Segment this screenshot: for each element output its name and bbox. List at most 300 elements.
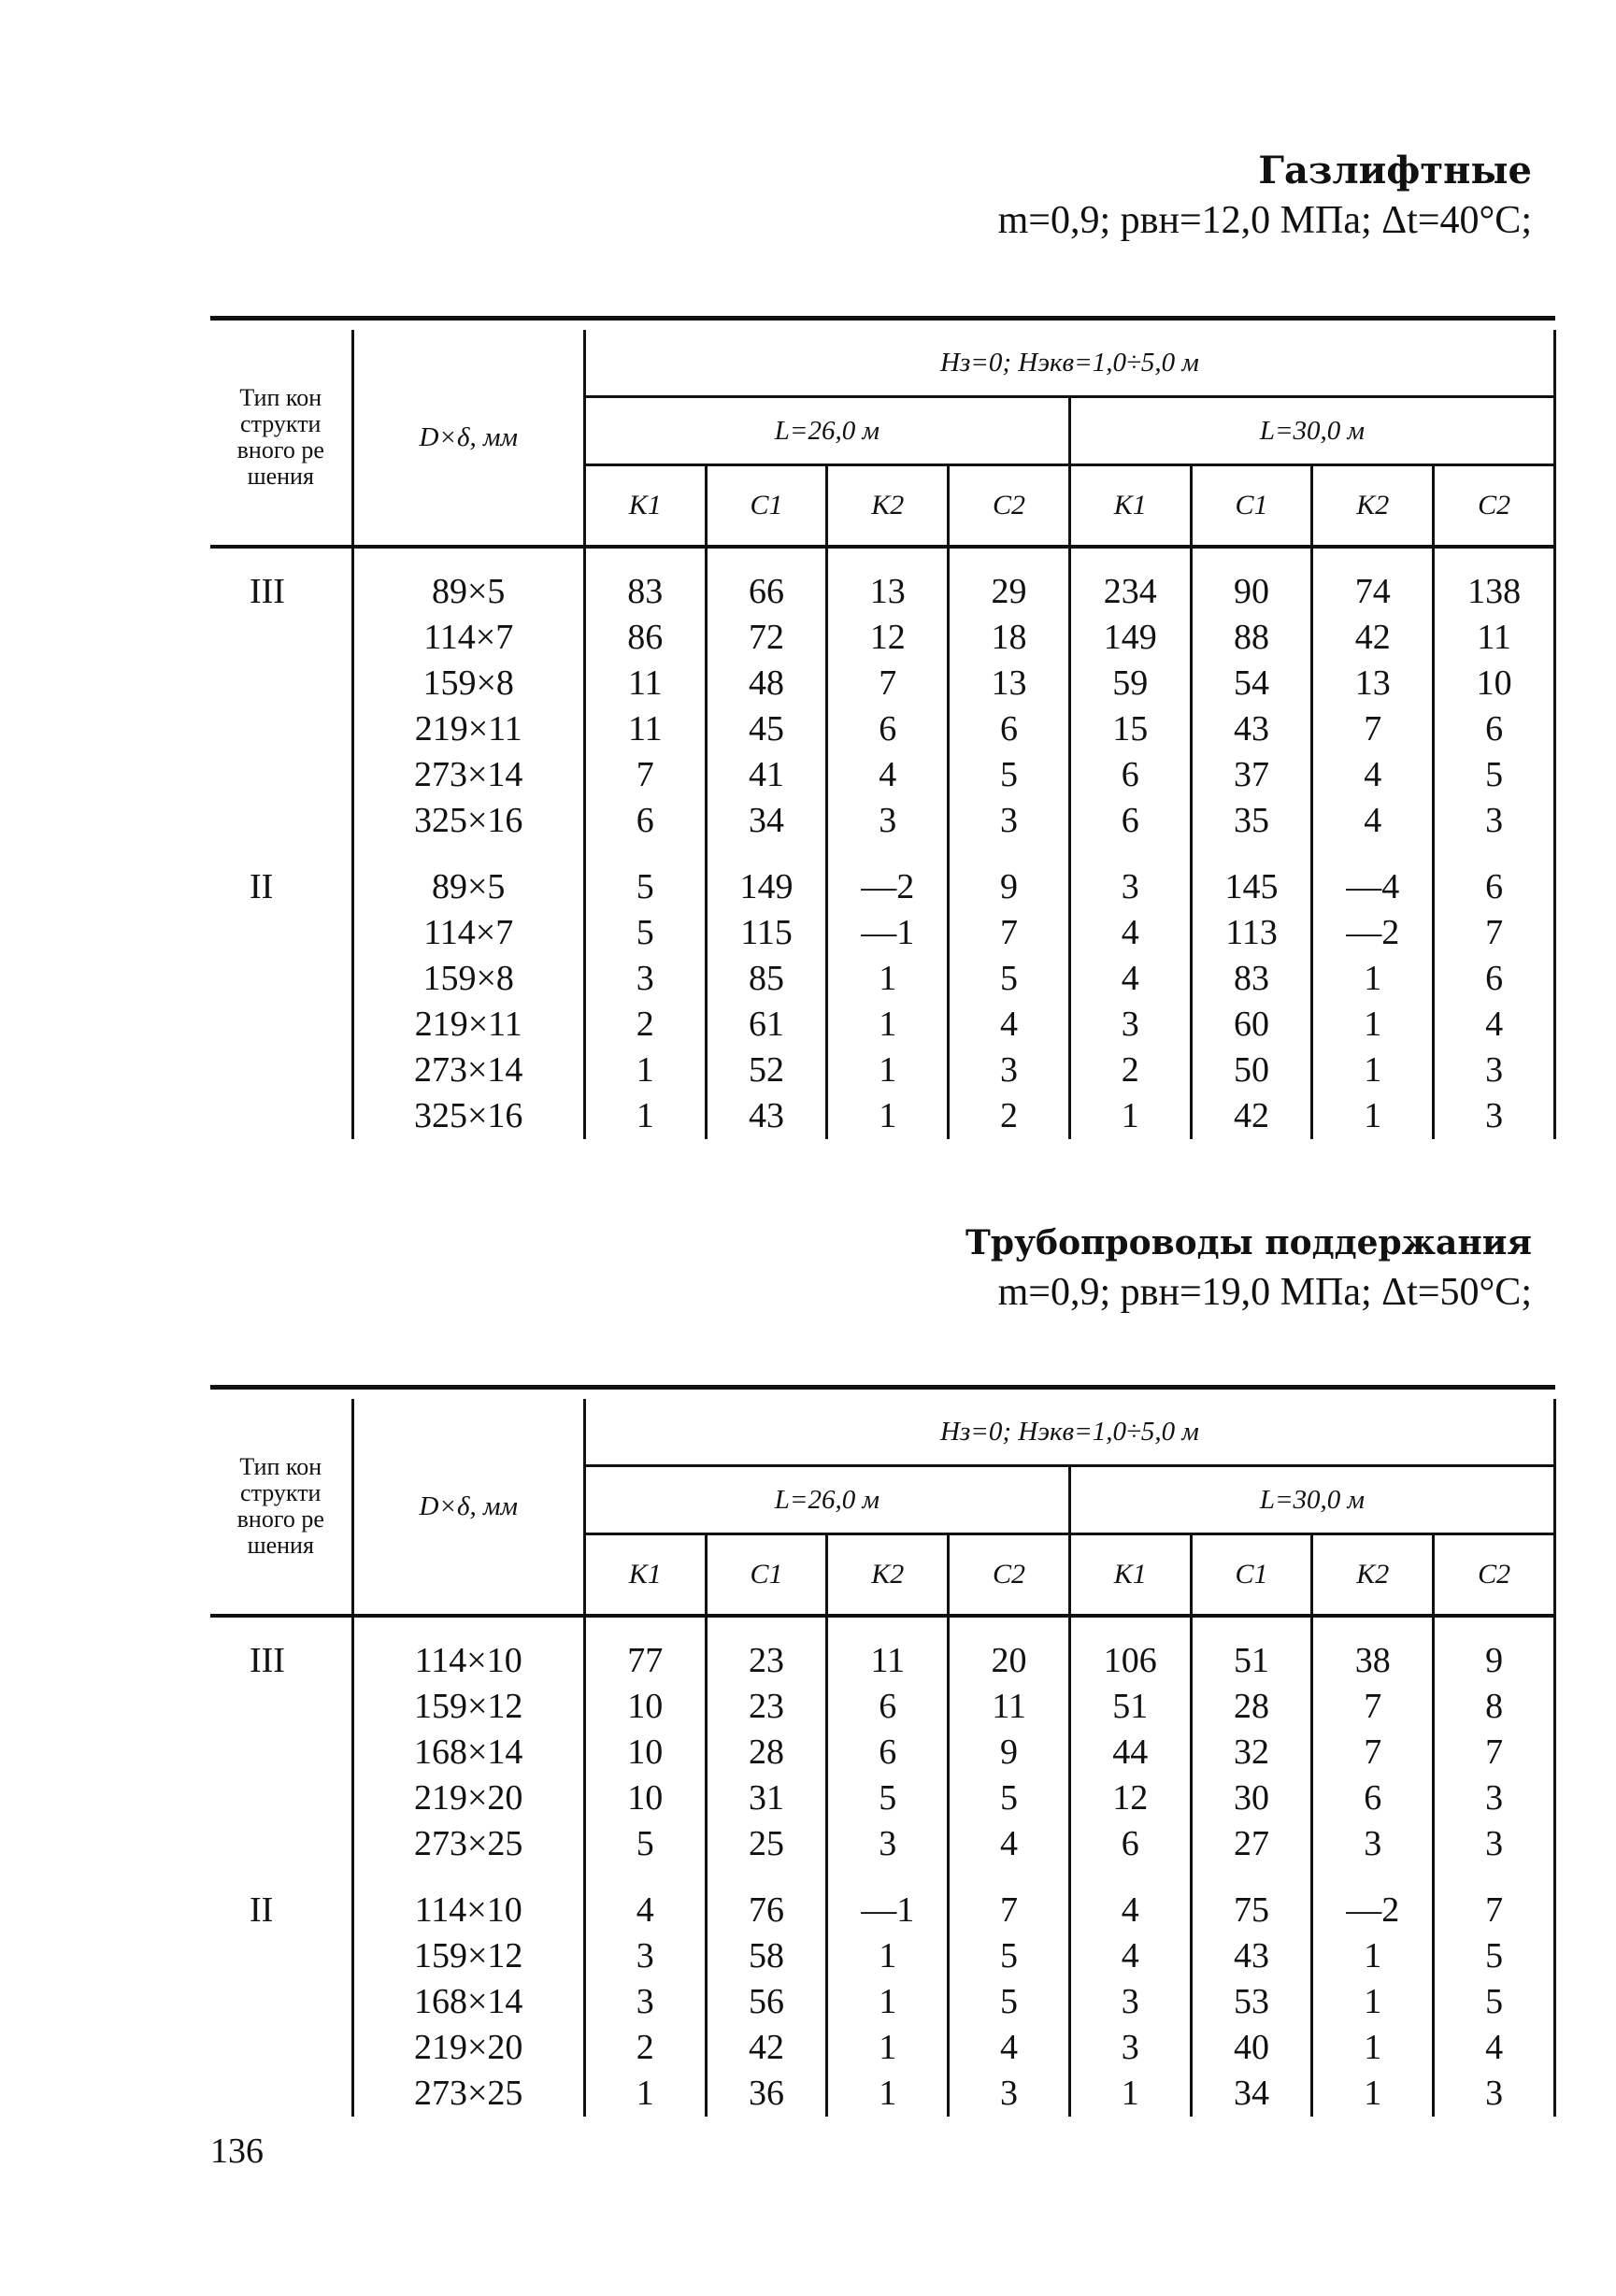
cell-value: 32 (1234, 1733, 1270, 1772)
l1-header (584, 1466, 1069, 1534)
cell-value: 5 (1000, 1982, 1019, 2021)
cell-value: 90 (1234, 572, 1270, 611)
cell-value: 7 (879, 663, 897, 703)
value-cell (1191, 1093, 1312, 1139)
diameter-value: 159×8 (422, 959, 514, 998)
value-cell (949, 2071, 1070, 2117)
cell-value: 28 (749, 1733, 785, 1772)
l1-label: L=26,0 м (774, 1484, 880, 1515)
value-cell (706, 1093, 827, 1139)
cell-value: 11 (627, 663, 663, 703)
value-cell (1191, 1888, 1312, 1933)
cell-value: 6 (1485, 867, 1504, 906)
diameter-cell (352, 1048, 584, 1093)
cell-value: 3 (1000, 801, 1019, 840)
diameter-value: 219×11 (414, 709, 522, 749)
cell-value: 1 (879, 1050, 897, 1090)
cell-value: 42 (749, 2028, 785, 2067)
diameter-cell (352, 569, 584, 615)
value-cell (1434, 1684, 1555, 1730)
value-cell (706, 2025, 827, 2071)
value-cell (1312, 1002, 1434, 1048)
cell-value: 4 (1364, 801, 1382, 840)
col-header-6 (1312, 1534, 1434, 1617)
diameter-cell (352, 752, 584, 798)
value-cell (706, 1821, 827, 1867)
value-cell (706, 864, 827, 910)
diameter-value: 273×25 (414, 2074, 523, 2113)
value-cell (1312, 615, 1434, 661)
cell-value: 7 (1485, 1733, 1504, 1772)
cell-value: 6 (636, 801, 654, 840)
table-row (210, 2025, 1555, 2071)
diameter-cell (352, 2071, 584, 2117)
cell-value: 34 (1234, 2074, 1270, 2113)
value-cell (1069, 1933, 1191, 1979)
cell-value: 13 (1354, 663, 1391, 703)
value-cell (827, 1638, 949, 1684)
value-cell (1069, 569, 1191, 615)
value-cell (1434, 752, 1555, 798)
value-cell (706, 1979, 827, 2025)
cell-value: 36 (749, 2074, 785, 2113)
table-row (210, 864, 1555, 910)
col-header-label: C1 (750, 490, 783, 521)
value-cell (1434, 661, 1555, 706)
value-cell (1434, 798, 1555, 844)
cell-value: 1 (879, 1096, 897, 1135)
value-cell (1191, 706, 1312, 752)
cell-value: 5 (879, 1778, 897, 1818)
table-row (210, 1638, 1555, 1684)
col-header-7 (1434, 465, 1555, 548)
section2-heading (965, 1219, 1532, 1319)
section1-table (210, 316, 1556, 1139)
table-row (210, 706, 1555, 752)
value-cell (706, 1730, 827, 1775)
diameter-value: 219×20 (414, 2028, 523, 2067)
value-cell (827, 956, 949, 1002)
diameter-cell (352, 615, 584, 661)
value-cell (584, 1730, 706, 1775)
value-cell (1069, 1730, 1191, 1775)
value-cell (584, 1888, 706, 1933)
value-cell (1069, 1093, 1191, 1139)
value-cell (1434, 2025, 1555, 2071)
diameter-value: 159×8 (422, 663, 514, 703)
col-header-label: C1 (1235, 490, 1268, 521)
cell-value: 11 (870, 1641, 906, 1680)
cell-value: 42 (1354, 618, 1391, 657)
value-cell (1069, 910, 1191, 956)
value-cell (1312, 956, 1434, 1002)
value-cell (1069, 661, 1191, 706)
cell-value: 44 (1112, 1733, 1149, 1772)
col-header-label: C2 (1478, 1559, 1511, 1590)
diameter-cell (352, 1821, 584, 1867)
cell-value: 1 (1121, 1096, 1139, 1135)
value-cell (1069, 2025, 1191, 2071)
col-header-label: K2 (871, 1559, 905, 1590)
cell-value: 10 (627, 1733, 664, 1772)
cell-value: 6 (1364, 1778, 1382, 1818)
table-row (210, 1093, 1555, 1139)
cell-value: 3 (636, 1982, 654, 2021)
cell-value: 11 (627, 709, 663, 749)
table-row (210, 1002, 1555, 1048)
value-cell (1434, 864, 1555, 910)
value-cell (584, 798, 706, 844)
value-cell (827, 1730, 949, 1775)
cell-value: 88 (1234, 618, 1270, 657)
type-column-label: Тип конструктивного решения (236, 1453, 324, 1559)
value-cell (584, 569, 706, 615)
diameter-value: 89×5 (432, 867, 506, 906)
cell-value: 1 (879, 959, 897, 998)
cell-value: 5 (1485, 755, 1504, 794)
value-cell (1069, 1684, 1191, 1730)
value-cell (827, 1888, 949, 1933)
value-cell (706, 1684, 827, 1730)
cell-value: —2 (861, 867, 915, 906)
cell-value: 6 (1485, 709, 1504, 749)
value-cell (1434, 1979, 1555, 2025)
value-cell (949, 615, 1070, 661)
value-cell (1312, 1775, 1434, 1821)
value-cell (1191, 1638, 1312, 1684)
cell-value: 234 (1103, 572, 1157, 611)
value-cell (1069, 2071, 1191, 2117)
value-cell (827, 864, 949, 910)
cell-value: 27 (1234, 1824, 1270, 1863)
value-cell (827, 752, 949, 798)
col-header-label: C2 (1478, 490, 1511, 521)
cell-value: 3 (636, 959, 654, 998)
col-header-label: C2 (993, 1559, 1026, 1590)
cell-value: 113 (1225, 913, 1278, 952)
cell-value: 7 (636, 755, 654, 794)
diameter-value: 273×25 (414, 1824, 523, 1863)
diameter-cell (352, 1684, 584, 1730)
cell-value: 1 (879, 1005, 897, 1044)
cell-value: 66 (749, 572, 785, 611)
value-cell (584, 864, 706, 910)
value-cell (1434, 1093, 1555, 1139)
type-column-header (210, 330, 352, 547)
section1-title: Газлифтные (1258, 149, 1532, 193)
value-cell (1069, 1979, 1191, 2025)
col-header-label: K1 (1113, 1559, 1147, 1590)
cell-value: 4 (1364, 755, 1382, 794)
value-cell (1312, 1730, 1434, 1775)
cell-value: —2 (1346, 1890, 1400, 1930)
value-cell (827, 1775, 949, 1821)
cell-value: 3 (879, 1824, 897, 1863)
cell-value: 2 (1121, 1050, 1139, 1090)
value-cell (949, 2025, 1070, 2071)
value-cell (584, 1638, 706, 1684)
diameter-column-label: D×δ, мм (419, 421, 518, 452)
value-cell (1312, 569, 1434, 615)
cell-value: 76 (749, 1890, 785, 1930)
table-row (210, 910, 1555, 956)
cell-value: 50 (1234, 1050, 1270, 1090)
value-cell (827, 1933, 949, 1979)
cell-value: 5 (1000, 1936, 1019, 1975)
cell-value: 31 (749, 1778, 785, 1818)
col-header-label: K2 (871, 490, 905, 521)
value-cell (1312, 1888, 1434, 1933)
col-header-5 (1191, 465, 1312, 548)
cell-value: 1 (1121, 2074, 1139, 2113)
cell-value: 3 (1485, 1824, 1504, 1863)
cell-value: 7 (1364, 1733, 1382, 1772)
cell-value: 6 (1121, 755, 1139, 794)
value-cell (706, 1002, 827, 1048)
value-cell (1191, 2025, 1312, 2071)
col-header-1 (706, 465, 827, 548)
diameter-value: 168×14 (414, 1982, 523, 2021)
cell-value: 1 (1364, 1096, 1382, 1135)
value-cell (584, 706, 706, 752)
value-cell (949, 752, 1070, 798)
cell-value: 1 (879, 1936, 897, 1975)
value-cell (584, 1093, 706, 1139)
cell-value: —1 (861, 913, 915, 952)
value-cell (1191, 752, 1312, 798)
cell-value: 1 (1364, 1936, 1382, 1975)
section2-params: m=0,9; pвн=19,0 МПа; Δt=50°C; (997, 1271, 1532, 1314)
value-cell (1312, 706, 1434, 752)
value-cell (1434, 1002, 1555, 1048)
value-cell (1312, 2025, 1434, 2071)
value-cell (949, 1684, 1070, 1730)
cell-value: 8 (1485, 1687, 1504, 1726)
cell-value: 4 (1485, 1005, 1504, 1044)
cell-value: 11 (992, 1687, 1026, 1726)
cell-value: 41 (749, 755, 785, 794)
diameter-column-header (352, 330, 584, 547)
table-row (210, 569, 1555, 615)
value-cell (1069, 956, 1191, 1002)
table-row (210, 1888, 1555, 1933)
cell-value: 4 (1485, 2028, 1504, 2067)
col-header-3 (949, 465, 1070, 548)
col-header-6 (1312, 465, 1434, 548)
cell-value: 12 (1112, 1778, 1149, 1818)
value-cell (827, 1821, 949, 1867)
l2-label: L=30,0 м (1259, 415, 1366, 446)
cell-value: 83 (1234, 959, 1270, 998)
cell-value: 1 (1364, 1982, 1382, 2021)
cell-value: 4 (1121, 959, 1139, 998)
cell-value: 106 (1103, 1641, 1157, 1680)
value-cell (1191, 569, 1312, 615)
cell-value: 43 (1234, 1936, 1270, 1975)
value-cell (949, 956, 1070, 1002)
table-row (210, 2071, 1555, 2117)
value-cell (949, 569, 1070, 615)
cell-value: —2 (1346, 913, 1400, 952)
value-cell (1312, 1093, 1434, 1139)
value-cell (1434, 2071, 1555, 2117)
diameter-cell (352, 2025, 584, 2071)
cell-value: 4 (1000, 1005, 1019, 1044)
cell-value: 4 (879, 755, 897, 794)
h-condition-label: Нз=0; Нэкв=1,0÷5,0 м (940, 347, 1199, 378)
diameter-cell (352, 1093, 584, 1139)
type-cell (210, 864, 352, 1139)
section1-heading (998, 148, 1532, 247)
diameter-value: 114×7 (423, 913, 514, 952)
cell-value: 3 (1364, 1824, 1382, 1863)
diameter-cell (352, 661, 584, 706)
cell-value: 5 (1485, 1936, 1504, 1975)
diameter-value: 114×10 (414, 1641, 522, 1680)
value-cell (827, 910, 949, 956)
cell-value: 1 (1364, 1050, 1382, 1090)
diameter-cell (352, 1933, 584, 1979)
cell-value: 18 (991, 618, 1027, 657)
cell-value: 75 (1234, 1890, 1270, 1930)
diameter-column-header (352, 1399, 584, 1616)
value-cell (1069, 706, 1191, 752)
value-cell (1434, 956, 1555, 1002)
table-row (210, 752, 1555, 798)
diameter-cell (352, 1775, 584, 1821)
cell-value: 3 (879, 801, 897, 840)
cell-value: 1 (879, 1982, 897, 2021)
cell-value: 28 (1234, 1687, 1270, 1726)
diameter-value: 273×14 (414, 1050, 523, 1090)
cell-value: 30 (1234, 1778, 1270, 1818)
value-cell (1069, 1048, 1191, 1093)
cell-value: 5 (1485, 1982, 1504, 2021)
cell-value: 13 (869, 572, 906, 611)
col-header-2 (827, 465, 949, 548)
page-number: 136 (210, 2132, 264, 2171)
value-cell (949, 1093, 1070, 1139)
cell-value: 59 (1112, 663, 1149, 703)
diameter-value: 159×12 (414, 1936, 523, 1975)
value-cell (1191, 1979, 1312, 2025)
cell-value: 1 (636, 1096, 654, 1135)
value-cell (1191, 2071, 1312, 2117)
value-cell (584, 752, 706, 798)
table-row (210, 1730, 1555, 1775)
type-label: III (250, 572, 285, 611)
value-cell (827, 1048, 949, 1093)
value-cell (584, 1048, 706, 1093)
cell-value: 3 (1121, 1005, 1139, 1044)
diameter-cell (352, 1979, 584, 2025)
value-cell (706, 1933, 827, 1979)
type-cell (210, 1888, 352, 2117)
value-cell (584, 910, 706, 956)
diameter-value: 168×14 (414, 1733, 523, 1772)
value-cell (1434, 1048, 1555, 1093)
col-header-label: C1 (1235, 1559, 1268, 1590)
value-cell (1312, 798, 1434, 844)
cell-value: 60 (1234, 1005, 1270, 1044)
diameter-cell (352, 1638, 584, 1684)
value-cell (1434, 569, 1555, 615)
value-cell (949, 1979, 1070, 2025)
cell-value: 48 (749, 663, 785, 703)
cell-value: 3 (1121, 2028, 1139, 2067)
cell-value: 85 (749, 959, 785, 998)
value-cell (1312, 2071, 1434, 2117)
cell-value: 35 (1234, 801, 1270, 840)
diameter-value: 114×7 (423, 618, 514, 657)
cell-value: 3 (1121, 867, 1139, 906)
diameter-value: 159×12 (414, 1687, 523, 1726)
value-cell (706, 569, 827, 615)
cell-value: 5 (1000, 755, 1019, 794)
cell-value: 42 (1234, 1096, 1270, 1135)
cell-value: 12 (869, 618, 906, 657)
l1-label: L=26,0 м (774, 415, 880, 446)
type-cell (210, 1638, 352, 1867)
section2-title: Трубопроводы поддержания (965, 1223, 1532, 1262)
value-cell (1191, 1048, 1312, 1093)
col-header-label: K1 (628, 1559, 662, 1590)
value-cell (1069, 864, 1191, 910)
value-cell (827, 706, 949, 752)
cell-value: 51 (1112, 1687, 1149, 1726)
cell-value: 3 (1485, 1050, 1504, 1090)
value-cell (827, 2025, 949, 2071)
cell-value: 138 (1467, 572, 1522, 611)
table-row (210, 798, 1555, 844)
value-cell (706, 1638, 827, 1684)
cell-value: 37 (1234, 755, 1270, 794)
diameter-cell (352, 910, 584, 956)
value-cell (949, 661, 1070, 706)
value-cell (1312, 1821, 1434, 1867)
value-cell (1069, 1821, 1191, 1867)
value-cell (827, 615, 949, 661)
value-cell (706, 615, 827, 661)
value-cell (706, 2071, 827, 2117)
section2-table (210, 1385, 1556, 2117)
cell-value: 3 (1485, 1778, 1504, 1818)
table-row (210, 1684, 1555, 1730)
cell-value: 20 (991, 1641, 1027, 1680)
value-cell (584, 1684, 706, 1730)
value-cell (1191, 1730, 1312, 1775)
cell-value: 7 (1485, 913, 1504, 952)
cell-value: 38 (1354, 1641, 1391, 1680)
diameter-cell (352, 1888, 584, 1933)
cell-value: 1 (879, 2074, 897, 2113)
col-header-4 (1069, 465, 1191, 548)
value-cell (1312, 864, 1434, 910)
value-cell (584, 2025, 706, 2071)
value-cell (1069, 1775, 1191, 1821)
value-cell (1312, 910, 1434, 956)
value-cell (584, 615, 706, 661)
cell-value: 149 (1103, 618, 1157, 657)
value-cell (584, 956, 706, 1002)
diameter-cell (352, 1730, 584, 1775)
section1-params: m=0,9; pвн=12,0 МПа; Δt=40°C; (997, 199, 1532, 242)
col-header-label: C1 (750, 1559, 783, 1590)
cell-value: 1 (879, 2028, 897, 2067)
col-header-1 (706, 1534, 827, 1617)
value-cell (584, 1933, 706, 1979)
value-cell (1191, 798, 1312, 844)
